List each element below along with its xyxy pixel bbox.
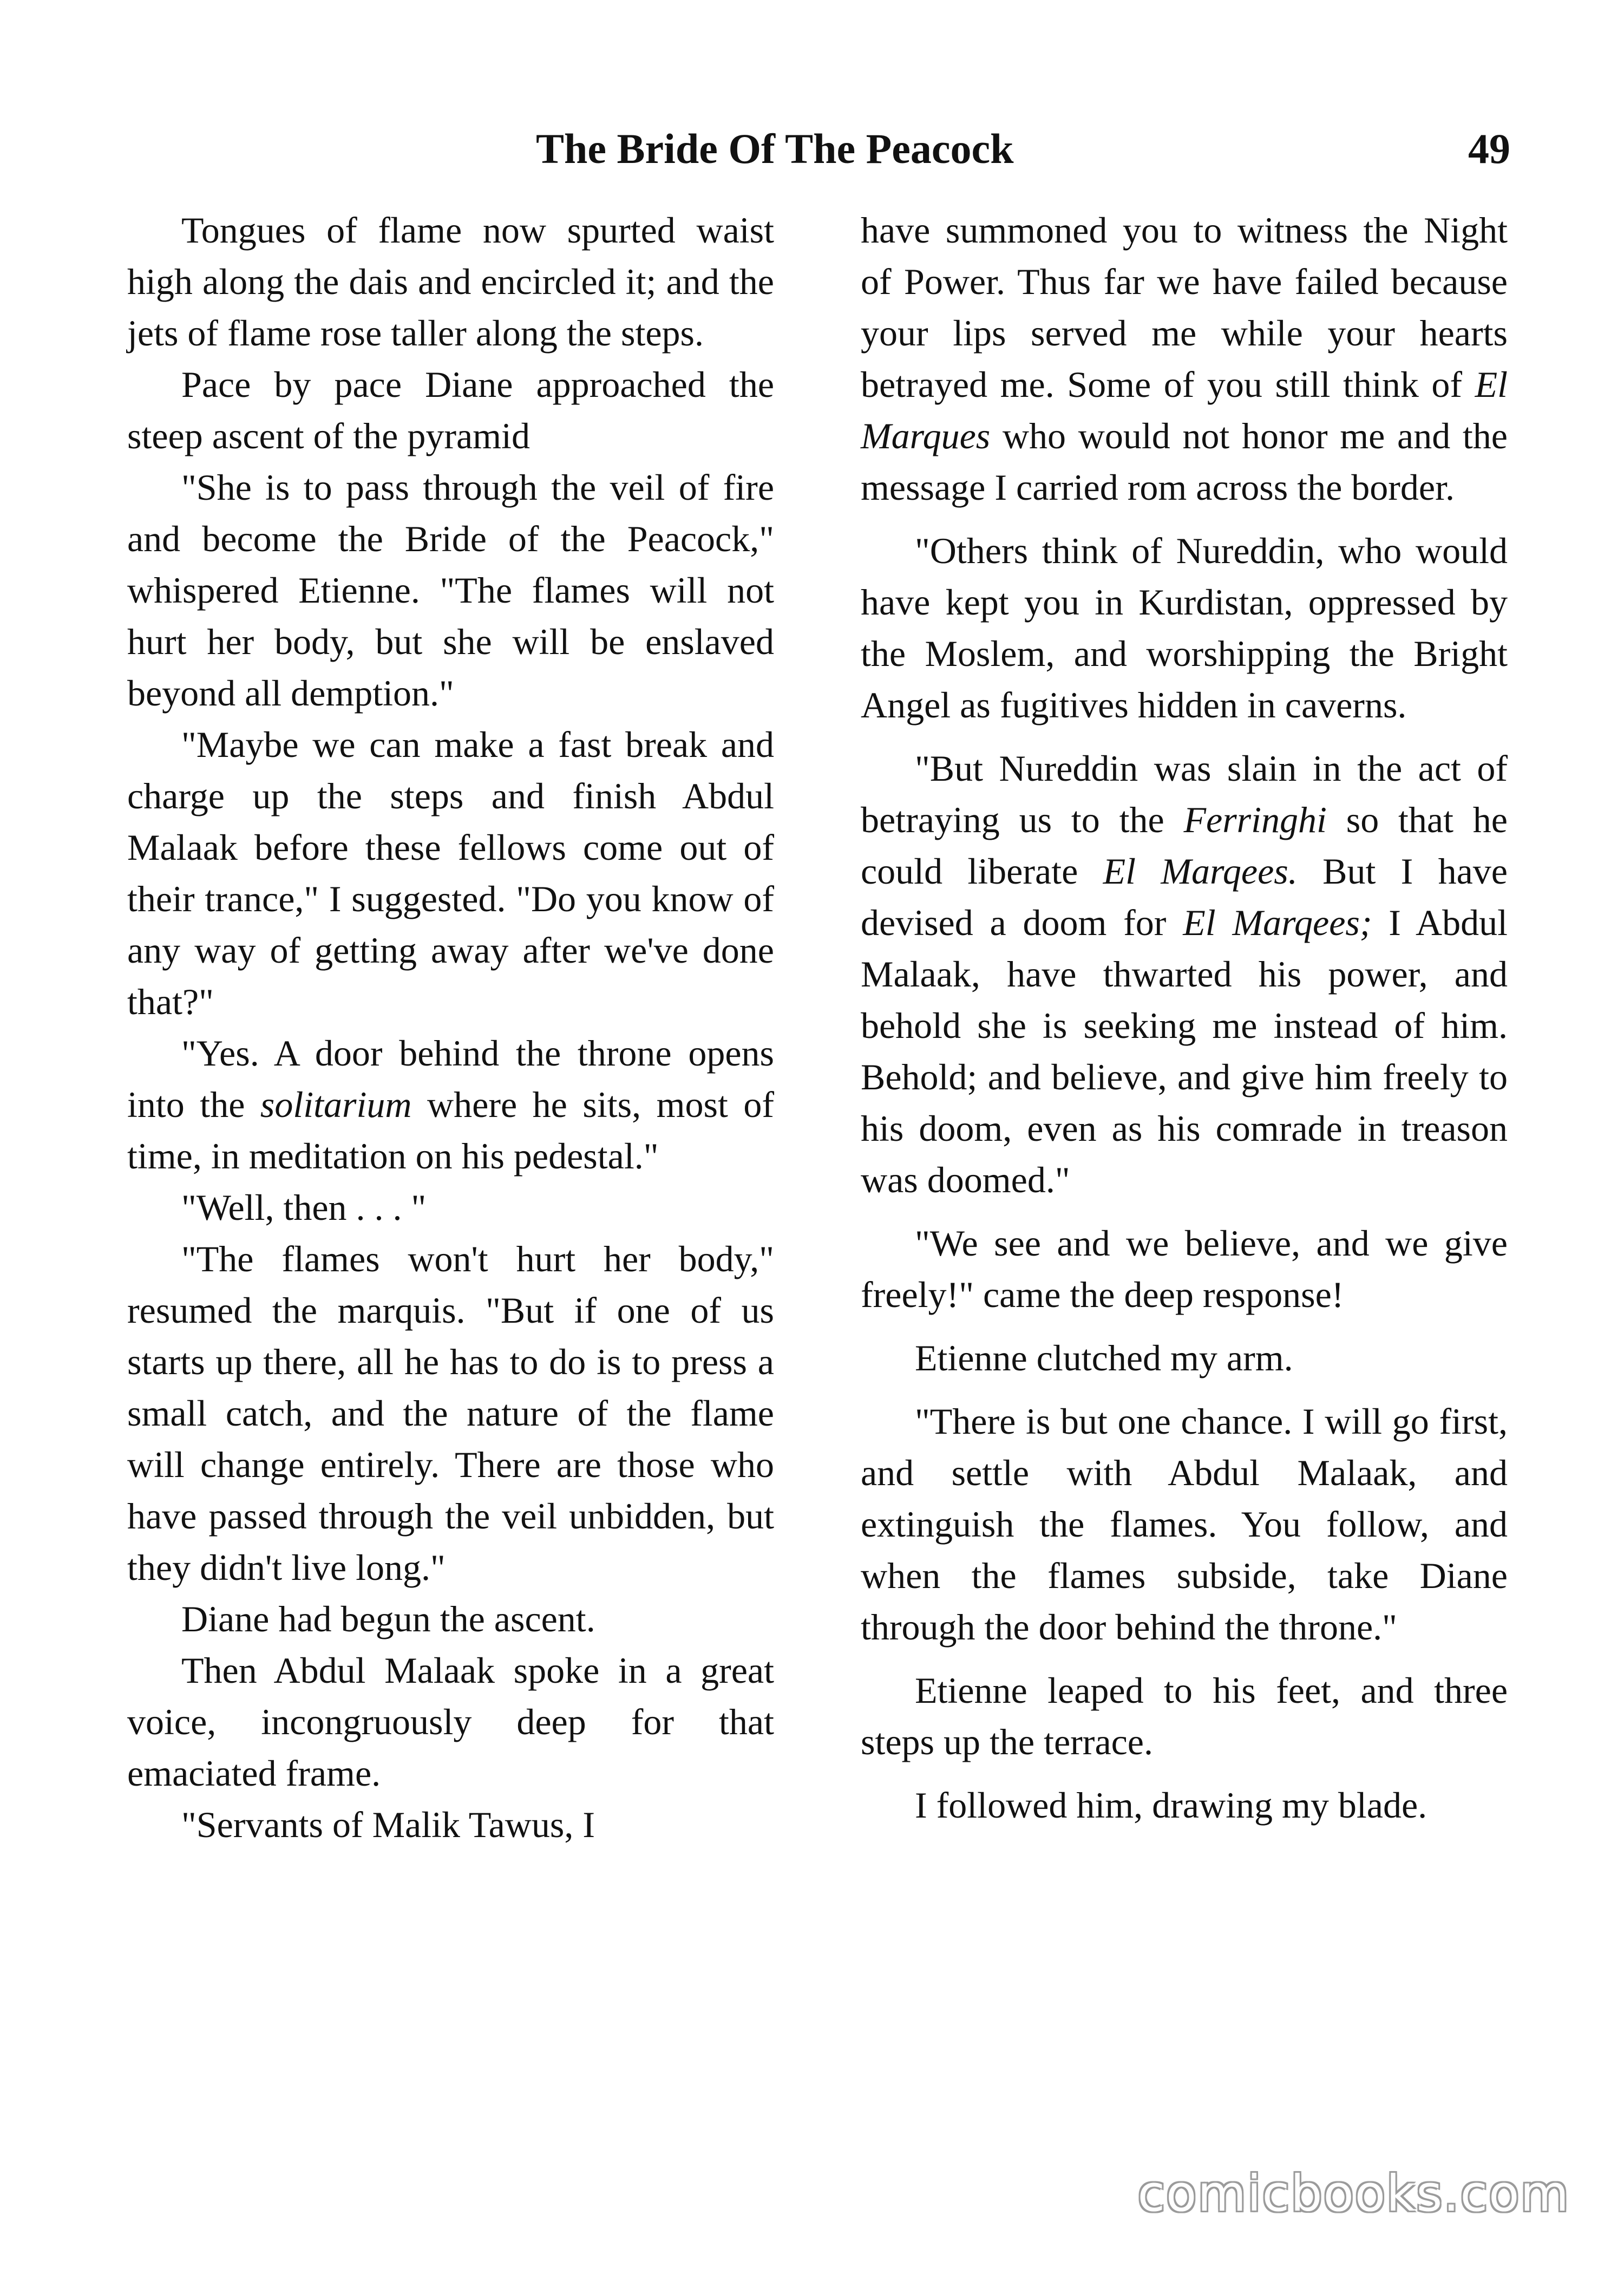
italic-term: Ferringhi xyxy=(1183,799,1327,840)
text-run: "Yes. A door behind the throne opens into the xyxy=(127,1033,774,1125)
paragraph: Diane had begun the ascent. xyxy=(181,1598,595,1639)
paragraph xyxy=(861,743,1508,1206)
paragraph: Etienne clutched my arm. xyxy=(915,1337,1293,1378)
page-number: 49 xyxy=(1468,125,1510,172)
text-run: where he sits, most of time, in meditation on his pedestal." xyxy=(127,1084,775,1177)
paragraph: "Servants of Malik Tawus, I xyxy=(181,1804,595,1845)
italic-term: El Marqees. xyxy=(1103,851,1298,892)
italic-term: solitarium xyxy=(260,1084,412,1125)
running-head xyxy=(536,125,1510,190)
paragraph: Pace by pace Diane approached the steep ascent of the pyramid xyxy=(127,364,774,456)
text-run: so that he could liberate xyxy=(861,799,1508,892)
paragraph: I followed him, drawing my blade. xyxy=(915,1785,1427,1826)
italic-term: El Marqees; xyxy=(1183,902,1372,943)
paragraph xyxy=(861,205,1508,513)
text-run: I Abdul Malaak, have thwarted his power, and behold she is seeking me instead of him. Behold; and believe, and give him freely to his doom, even as his comrade in treason was doomed." xyxy=(861,902,1508,1200)
paragraph: "She is to pass through the veil of fire and become the Bride of the Peacock," whispered Etienne. "The flames will not hurt her body, but she will be enslaved beyond all demption." xyxy=(127,467,774,714)
left-column xyxy=(127,205,774,1851)
watermark: comicbooks.com xyxy=(1137,2165,1570,2223)
text-run: have summoned you to witness the Night of Power. Thus far we have failed because your lips served me while your hearts betrayed me. Some of you still think of xyxy=(861,210,1508,405)
paragraph xyxy=(127,1028,774,1182)
text-run: "But Nureddin was slain in the act of betraying us to the xyxy=(861,748,1508,840)
paragraph: Then Abdul Malaak spoke in a great voice, incongruously deep for that emaciated frame. xyxy=(127,1650,774,1794)
text-run: But I have devised a doom for xyxy=(861,851,1508,943)
text-run: who would not honor me and the message I carried rom across the border. xyxy=(861,415,1508,508)
page-title: The Bride Of The Peacock xyxy=(536,125,1014,172)
paragraph: "Others think of Nureddin, who would have kept you in Kurdistan, oppressed by the Moslem, and worshipping the Bright Angel as fugitives hidden in caverns. xyxy=(861,530,1508,726)
paragraph: "We see and we believe, and we give freely!" came the deep response! xyxy=(861,1223,1508,1315)
paragraph: "The flames won't hurt her body," resumed the marquis. "But if one of us starts up there, all he has to do is to press a small catch, and the nature of the flame will change entirely. There are those who have passed through the veil unbidden, but they didn't live long." xyxy=(127,1238,774,1588)
paragraph: "Maybe we can make a fast break and charge up the steps and finish Abdul Malaak before these fellows come out of their trance," I suggested. "Do you know of any way of getting away after we've done that?" xyxy=(127,724,774,1022)
paragraph: "Well, then . . . " xyxy=(181,1187,427,1228)
paragraph: "There is but one chance. I will go first, and settle with Abdul Malaak, and extinguish the flames. You follow, and when the flames subside, take Diane through the door behind the throne." xyxy=(861,1401,1508,1648)
right-column xyxy=(861,205,1508,1831)
paragraph: Tongues of flame now spurted waist high along the dais and encircled it; and the jets of flame rose taller along the steps. xyxy=(127,210,774,354)
italic-term: El Marques xyxy=(861,364,1508,456)
paragraph: Etienne leaped to his feet, and three steps up the terrace. xyxy=(861,1670,1508,1762)
